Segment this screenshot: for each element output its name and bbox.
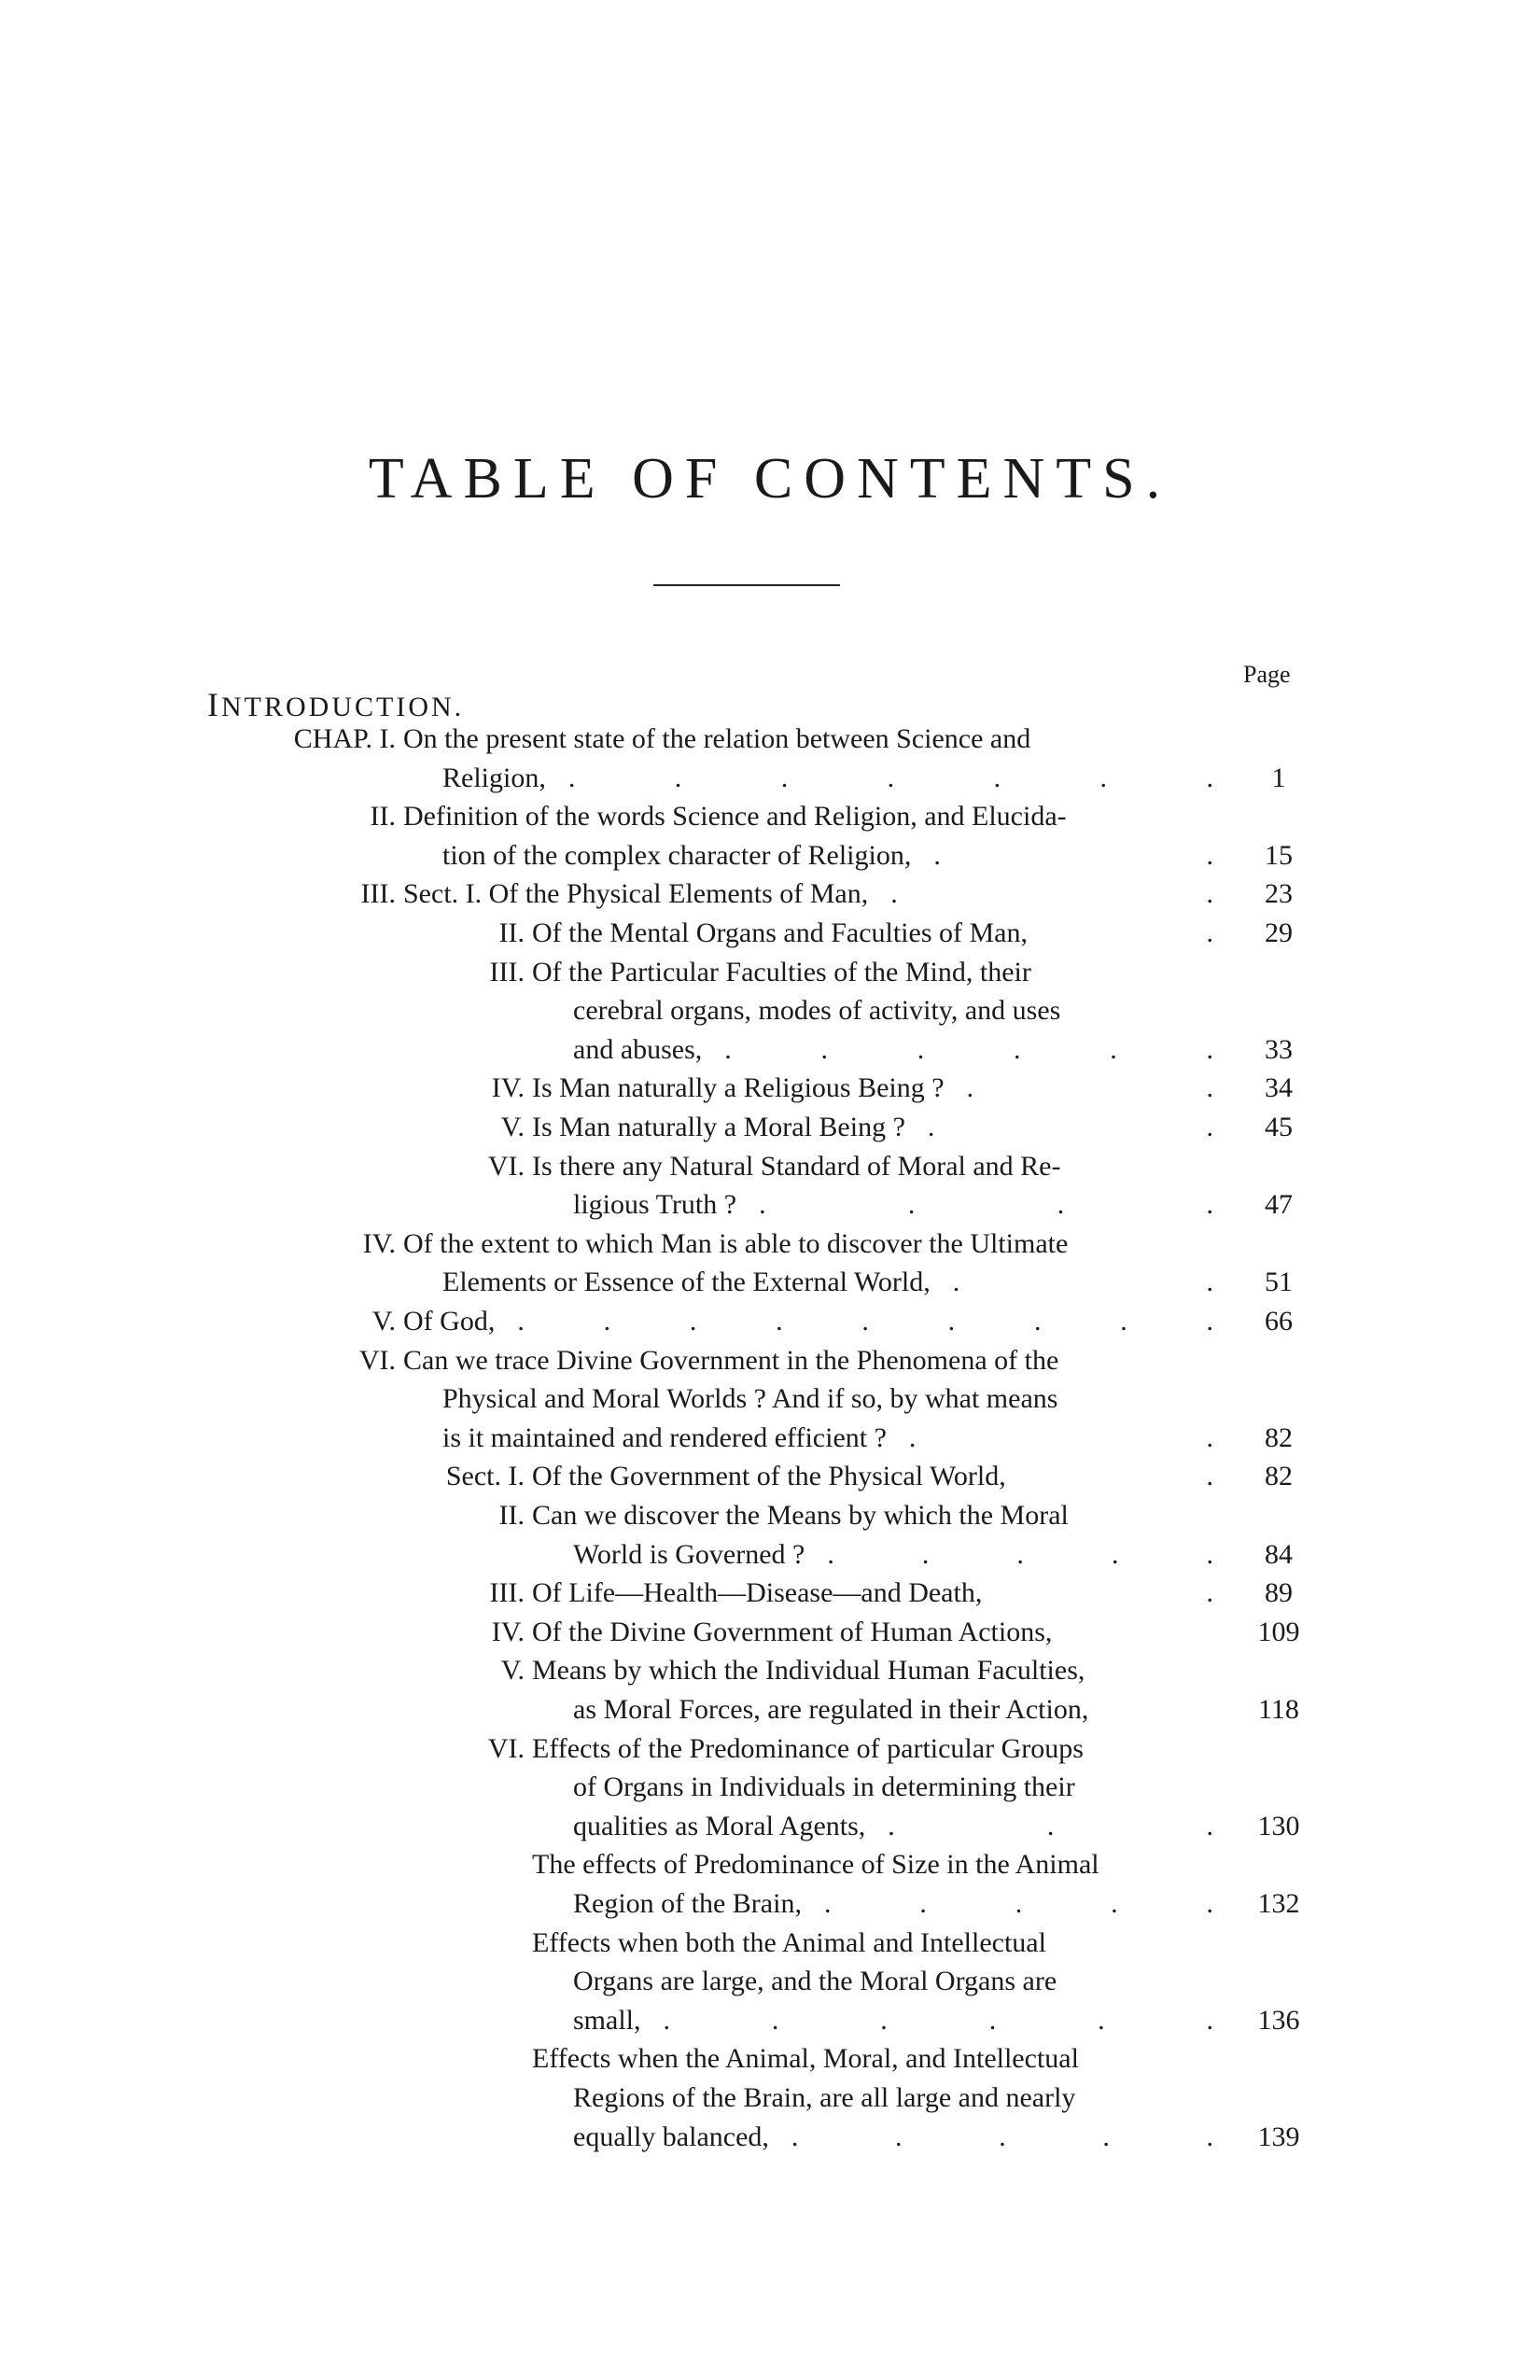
toc-leader-dots: . . . . . . <box>724 1034 1213 1065</box>
toc-line <box>0 1536 1540 1574</box>
toc-entry-text: Of the Government of the Physical World, <box>532 1461 1006 1491</box>
toc-page-number: 109 <box>1257 1617 1300 1647</box>
toc-label: II. <box>498 917 525 948</box>
toc-line <box>0 2040 1540 2078</box>
toc-page-number: 29 <box>1265 917 1293 948</box>
toc-page-number: 84 <box>1265 1539 1293 1570</box>
toc-page-number: 118 <box>1258 1694 1299 1725</box>
toc-leader-dots: . <box>1206 917 1213 948</box>
toc-line <box>0 1031 1540 1069</box>
introduction-heading <box>207 685 464 724</box>
toc-label: Sect. I. <box>445 1461 525 1491</box>
introduction-initial: I <box>207 686 221 723</box>
toc-entry-text: and abuses, <box>573 1034 703 1065</box>
toc-entry-text: Effects of the Predominance of particular Groups <box>532 1733 1084 1764</box>
toc-entry-text: as Moral Forces, are regulated in their Action, <box>573 1694 1089 1725</box>
toc-page-number: 139 <box>1257 2121 1300 2152</box>
toc-entry-text: qualities as Moral Agents, <box>573 1811 866 1841</box>
toc-label: III. <box>489 1577 525 1608</box>
toc-entry-text: ligious Truth ? <box>573 1189 737 1220</box>
toc-line <box>0 954 1540 991</box>
toc-page-number: 136 <box>1257 2005 1300 2036</box>
toc-line <box>0 1070 1540 1107</box>
toc-line <box>0 760 1540 797</box>
toc-line <box>0 1225 1540 1263</box>
toc-entry-text: Sect. I. Of the Physical Elements of Man, <box>403 878 869 909</box>
toc-line <box>0 1420 1540 1457</box>
toc-line <box>0 1652 1540 1689</box>
toc-leader-dots: . . . . . . <box>663 2005 1213 2036</box>
toc-page-number: 132 <box>1257 1888 1300 1919</box>
toc-entry-text: Effects when both the Animal and Intellectual <box>532 1927 1046 1958</box>
toc-leader-dots: . . <box>890 878 1213 909</box>
toc-label: II. <box>498 1500 525 1531</box>
toc-entry-text: Can we trace Divine Government in the Phenomena of the <box>403 1345 1059 1376</box>
toc-page-number: 89 <box>1265 1577 1293 1608</box>
toc-page-number: 45 <box>1265 1112 1293 1142</box>
toc-label: IV. <box>491 1072 525 1103</box>
toc-entry-text: Region of the Brain, <box>573 1888 802 1919</box>
toc-line <box>0 1769 1540 1806</box>
title-rule <box>653 584 840 586</box>
toc-line <box>0 1458 1540 1495</box>
toc-line <box>0 1885 1540 1923</box>
toc-entry-text: tion of the complex character of Religion, <box>442 840 912 871</box>
toc-line <box>0 1148 1540 1185</box>
toc-page-number: 51 <box>1265 1267 1293 1297</box>
toc-label: CHAP. I. <box>293 723 396 754</box>
toc-label: VI. <box>358 1345 396 1376</box>
toc-entry-text: Effects when the Animal, Moral, and Intellectual <box>532 2043 1079 2074</box>
toc-label: V. <box>500 1112 525 1142</box>
toc-line <box>0 2002 1540 2039</box>
toc-line <box>0 1109 1540 1146</box>
toc-entry-text: Can we discover the Means by which the Moral <box>532 1500 1069 1531</box>
toc-entry-text: Of the Particular Faculties of the Mind, their <box>532 957 1031 987</box>
toc-label: II. <box>370 801 396 832</box>
toc-line <box>0 798 1540 835</box>
toc-line <box>0 2079 1540 2117</box>
toc-label: V. <box>500 1655 525 1686</box>
toc-page-number: 23 <box>1265 878 1293 909</box>
toc-entry-text: Is Man naturally a Religious Being ? <box>532 1072 945 1103</box>
toc-leader-dots: . . <box>908 1422 1213 1453</box>
toc-line <box>0 1963 1540 2000</box>
page-title: TABLE OF CONTENTS. <box>368 447 1172 511</box>
toc-leader-dots: . . <box>933 840 1213 871</box>
toc-line <box>0 1730 1540 1768</box>
toc-page-number: 33 <box>1265 1034 1293 1065</box>
toc-line <box>0 1264 1540 1301</box>
toc-label: IV. <box>362 1228 396 1259</box>
toc-leader-dots: . . . . <box>759 1189 1213 1220</box>
toc-label: VI. <box>487 1733 525 1764</box>
toc-leader-dots: . . . . . . . <box>567 763 1213 793</box>
toc-page-number: 130 <box>1257 1811 1300 1841</box>
toc-line <box>0 1691 1540 1729</box>
toc-entry-text: On the present state of the relation between Science and <box>403 723 1031 754</box>
toc-entry-text: Physical and Moral Worlds ? And if so, by what means <box>442 1383 1058 1414</box>
toc-line <box>0 1342 1540 1379</box>
toc-entry-text: The effects of Predominance of Size in the Animal <box>532 1849 1099 1880</box>
toc-line <box>0 1808 1540 1845</box>
toc-line <box>0 992 1540 1029</box>
toc-line <box>0 1925 1540 1962</box>
toc-label: V. <box>371 1306 396 1337</box>
toc-page-number: 82 <box>1265 1422 1293 1453</box>
toc-line <box>0 2119 1540 2156</box>
toc-leader-dots: . . . . . . . . . <box>517 1306 1213 1337</box>
toc-line <box>0 1846 1540 1883</box>
toc-entry-text: World is Governed ? <box>573 1539 805 1570</box>
toc-entry-text: small, <box>573 2005 641 2036</box>
toc-entry-text: Means by which the Individual Human Faculties, <box>532 1655 1085 1686</box>
toc-leader-dots: . . . . . <box>823 1888 1213 1919</box>
toc-leader-dots: . . <box>966 1072 1213 1103</box>
toc-entry-text: cerebral organs, modes of activity, and uses <box>573 995 1061 1026</box>
toc-line <box>0 1303 1540 1340</box>
toc-entry-text: Religion, <box>442 763 546 793</box>
toc-entry-text: Organs are large, and the Moral Organs are <box>573 1966 1057 1996</box>
toc-leader-dots: . <box>1206 1461 1213 1491</box>
toc-entry-text: Of the extent to which Man is able to discover the Ultimate <box>403 1228 1069 1259</box>
toc-page-number: 47 <box>1265 1189 1293 1220</box>
toc-page-number: 34 <box>1265 1072 1293 1103</box>
toc-line <box>0 837 1540 875</box>
toc-entry-text: Elements or Essence of the External World, <box>442 1267 931 1297</box>
toc-leader-dots: . <box>1206 1577 1213 1608</box>
toc-label: III. <box>360 878 396 909</box>
toc-entry-text: Definition of the words Science and Religion, and Elucida- <box>403 801 1067 832</box>
toc-leader-dots: . . . <box>888 1811 1213 1841</box>
toc-line <box>0 875 1540 913</box>
toc-page-number: 82 <box>1265 1461 1293 1491</box>
toc-entry-text: equally balanced, <box>573 2121 769 2152</box>
toc-entry-text: Regions of the Brain, are all large and nearly <box>573 2082 1076 2113</box>
toc-entry-text: is it maintained and rendered efficient ? <box>442 1422 887 1453</box>
toc-label: III. <box>489 957 525 987</box>
introduction-rest: NTRODUCTION. <box>221 692 465 722</box>
toc-entry-text: Is Man naturally a Moral Being ? <box>532 1112 905 1142</box>
toc-page-number: 1 <box>1271 763 1286 793</box>
toc-line <box>0 1575 1540 1612</box>
toc-entry-text: Of God, <box>403 1306 496 1337</box>
toc-label: IV. <box>491 1617 525 1647</box>
toc-line <box>0 1380 1540 1418</box>
toc-leader-dots: . . <box>927 1112 1213 1142</box>
toc-entry-text: Of the Divine Government of Human Actions, <box>532 1617 1053 1647</box>
toc-line <box>0 915 1540 952</box>
toc-line <box>0 1497 1540 1534</box>
page-column-header: Page <box>1243 661 1291 688</box>
toc-page-number: 15 <box>1265 840 1293 871</box>
toc-line <box>0 721 1540 758</box>
toc-leader-dots: . . . . . <box>827 1539 1213 1570</box>
toc-page-number: 66 <box>1265 1306 1293 1337</box>
toc-entry-text: of Organs in Individuals in determining their <box>573 1771 1075 1802</box>
toc-label: VI. <box>487 1151 525 1182</box>
toc-leader-dots: . . . . . <box>791 2121 1213 2152</box>
toc-line <box>0 1614 1540 1651</box>
toc-entry-text: Of Life—Health—Disease—and Death, <box>532 1577 983 1608</box>
toc-entry-text: Of the Mental Organs and Faculties of Man, <box>532 917 1028 948</box>
toc-entry-text: Is there any Natural Standard of Moral and Re- <box>532 1151 1061 1182</box>
toc-leader-dots: . . <box>952 1267 1213 1297</box>
toc-line <box>0 1186 1540 1224</box>
